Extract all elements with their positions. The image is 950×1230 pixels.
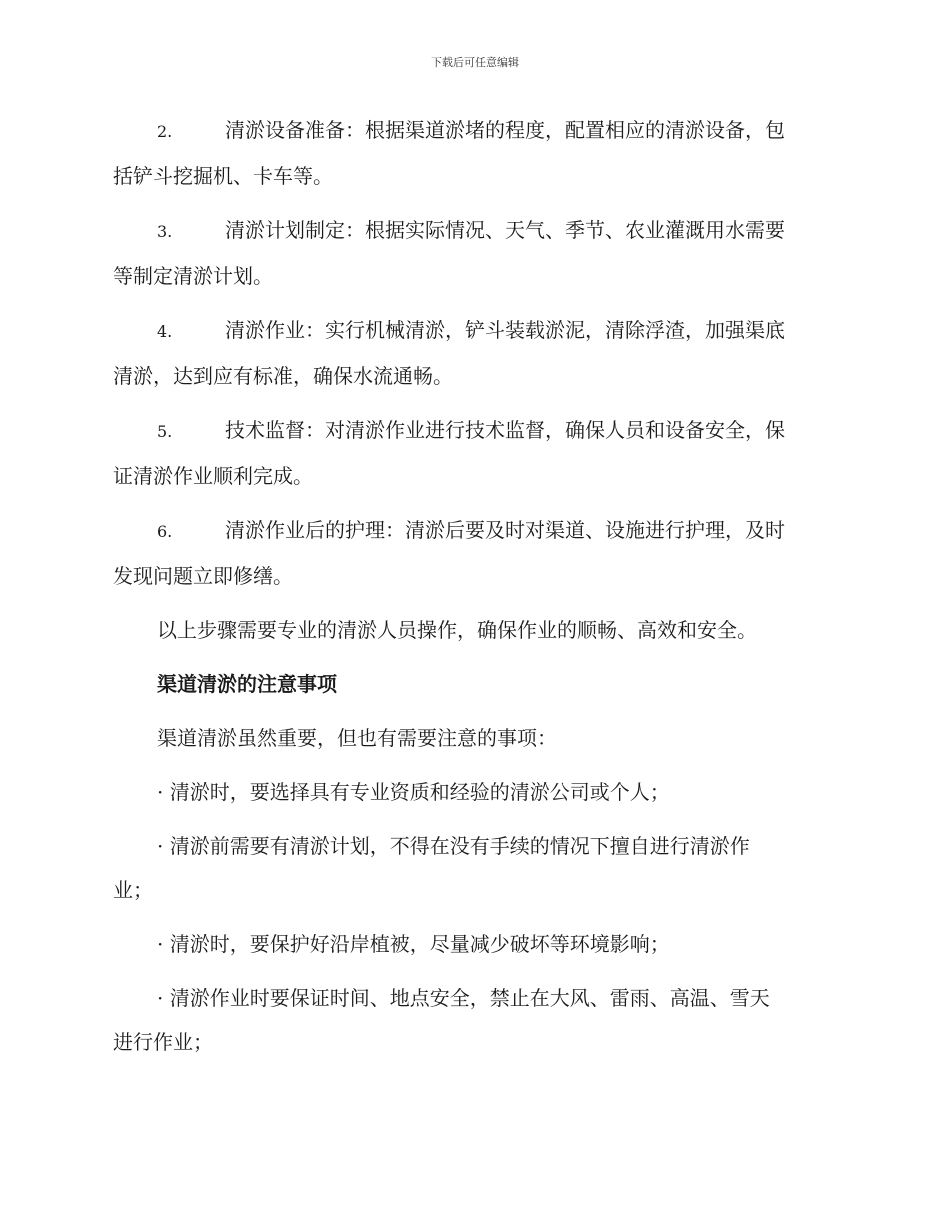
section-heading: 渠道清淤的注意事项 [157, 672, 337, 696]
step-text: 清淤计划制定：根据实际情况、天气、季节、农业灌溉用水需要 [225, 218, 785, 242]
step-text: 清淤设备准备：根据渠道淤堵的程度，配置相应的清淤设备，包 [225, 118, 785, 142]
page-header: 下载后可任意编辑 [431, 56, 519, 69]
step-number: 6. [157, 522, 173, 541]
bullet-text: · 清淤时，要保护好沿岸植被，尽量减少破坏等环境影响； [157, 932, 670, 956]
step-number: 2. [157, 122, 173, 141]
step-text-continued: 等制定清淤计划。 [113, 264, 273, 288]
bullet-text: · 清淤作业时要保证时间、地点安全，禁止在大风、雷雨、高温、雪天 [157, 986, 770, 1010]
step-item-5 [113, 408, 835, 498]
bullet-item [113, 770, 835, 814]
bullet-text-continued: 进行作业； [113, 1030, 213, 1054]
step-text-continued: 证清淤作业顺利完成。 [113, 464, 313, 488]
summary-paragraph: 以上步骤需要专业的清淤人员操作，确保作业的顺畅、高效和安全。 [157, 618, 757, 642]
step-text-continued: 发现问题立即修缮。 [113, 564, 293, 588]
step-text-continued: 清淤，达到应有标准，确保水流通畅。 [113, 364, 453, 388]
bullet-item [113, 824, 835, 912]
bullet-item [113, 976, 835, 1064]
step-item-3 [113, 208, 835, 298]
step-text: 清淤作业后的护理：清淤后要及时对渠道、设施进行护理，及时 [225, 518, 785, 542]
step-item-6 [113, 508, 835, 598]
step-number: 3. [157, 222, 173, 241]
bullet-text-continued: 业； [113, 878, 153, 902]
bullet-text: · 清淤前需要有清淤计划，不得在没有手续的情况下擅自进行清淤作 [157, 834, 750, 858]
document-body [113, 108, 835, 1074]
step-text: 技术监督：对清淤作业进行技术监督，确保人员和设备安全，保 [225, 418, 785, 442]
intro-paragraph: 渠道清淤虽然重要，但也有需要注意的事项： [157, 726, 557, 750]
step-number: 5. [157, 422, 173, 441]
step-text-continued: 括铲斗挖掘机、卡车等。 [113, 164, 333, 188]
bullet-text: · 清淤时，要选择具有专业资质和经验的清淤公司或个人； [157, 780, 670, 804]
step-text: 清淤作业：实行机械清淤，铲斗装载淤泥，清除浮渣，加强渠底 [225, 318, 785, 342]
step-number: 4. [157, 322, 173, 341]
step-item-2 [113, 108, 835, 198]
bullet-item [113, 922, 835, 966]
step-item-4 [113, 308, 835, 398]
